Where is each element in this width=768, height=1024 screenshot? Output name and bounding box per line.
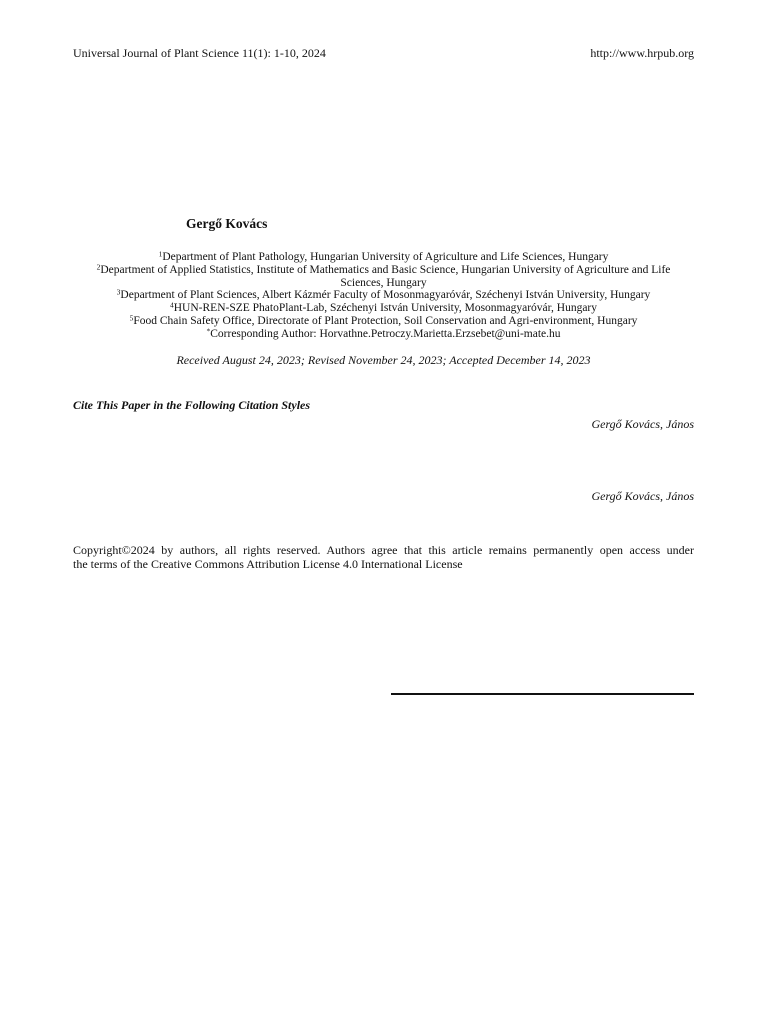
submission-dates: Received August 24, 2023; Revised November 24, 2023; Accepted December 14, 2023	[176, 353, 591, 367]
affiliation-2-continuation: Sciences, Hungary	[340, 276, 427, 289]
affiliation-4	[73, 302, 694, 315]
journal-citation: Universal Journal of Plant Science 11(1): 1-10, 2024	[73, 46, 326, 60]
copyright-notice	[73, 543, 694, 571]
footnote-divider	[391, 693, 694, 695]
corresponding-author	[73, 328, 694, 341]
affiliation-mark: 5	[129, 313, 134, 323]
affiliation-text: Department of Plant Pathology, Hungarian University of Agriculture and Life Sciences, Hungary	[162, 251, 609, 263]
affiliation-mark: 4	[170, 300, 174, 310]
affiliation-5	[73, 315, 694, 328]
copyright-line-1: Copyright©2024 by authors, all rights reserved. Authors agree that this article remains permanently open access under	[73, 543, 694, 557]
copyright-line-2: the terms of the Creative Commons Attribution License 4.0 International License	[73, 557, 463, 571]
affiliation-text: HUN-REN-SZE PhatoPlant-Lab, Széchenyi István University, Mosonmagyaróvár, Hungary	[173, 302, 597, 315]
citation-entry: Gergő Kovács, János	[591, 417, 694, 431]
affiliation-mark: *	[206, 326, 211, 336]
corresponding-author-text: Corresponding Author: Horvathne.Petroczy.Marietta.Erzsebet@uni-mate.hu	[210, 327, 561, 340]
affiliation-text: Department of Plant Sciences, Albert Kázmér Faculty of Mosonmagyaróvár, Széchenyi István University, Hungary	[120, 289, 651, 302]
affiliation-3	[73, 289, 694, 302]
affiliation-text: Department of Applied Statistics, Institute of Mathematics and Basic Science, Hungarian University of Agriculture and Life	[100, 263, 671, 276]
affiliation-2	[73, 264, 694, 277]
cite-heading: Cite This Paper in the Following Citation Styles	[73, 398, 311, 412]
author-name: Gergő Kovács	[186, 216, 268, 231]
affiliation-mark: 2	[96, 262, 101, 272]
affiliation-1	[73, 251, 694, 264]
affiliation-mark: 3	[116, 287, 121, 297]
journal-url[interactable]: http://www.hrpub.org	[590, 46, 694, 60]
citation-entry: Gergő Kovács, János	[591, 489, 694, 503]
affiliation-text: Food Chain Safety Office, Directorate of Plant Protection, Soil Conservation and Agri-environment, Hungary	[133, 314, 638, 327]
affiliations-block	[73, 251, 694, 341]
affiliation-mark: 1	[158, 249, 163, 259]
